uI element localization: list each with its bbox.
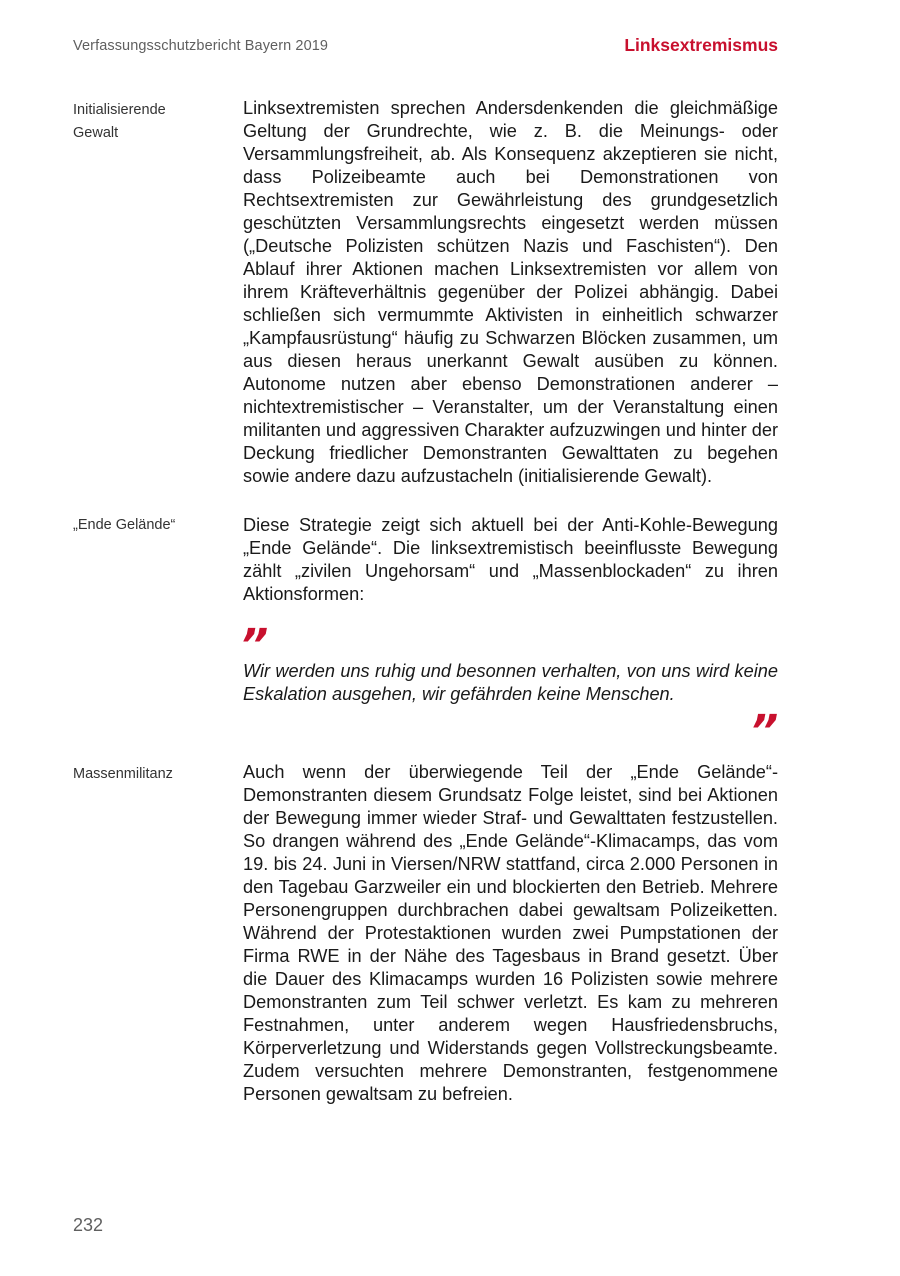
paragraph-massenmilitanz: Auch wenn der überwiegende Teil der „Ende Gelände“-Demonstranten diesem Grundsatz Folge leistet, sind bei Aktionen der Bewegung immer wieder Straf- und Gewalttaten festzustellen. So drangen während des „Ende Gelände“-Klimacamps, das vom 19. bis 24. Juni in Viersen/NRW stattfand, circa 2.000 Personen in den Tagebau Garzweiler ein und blockierten den Betrieb. Mehrere Personengruppen durchbrachen dabei gewaltsam Polizeiketten. Während der Protestaktionen wurden zwei Pumpstationen der Firma RWE in der Nähe des Tagesbaus in Brand gesetzt. Über die Dauer des Klimacamps wurden 16 Polizisten sowie mehrere Demonstranten zum Teil schwer verletzt. Es kam zu mehreren Festnahmen, unter anderem wegen Hausfriedensbruchs, Körperverletzung und Widerstands gegen Vollstreckungsbeamte. Zudem versuchten mehrere Demonstranten, festgenommene Personen gewaltsam zu befreien. bbox=[243, 762, 778, 1104]
margin-note-ende-gelaende: „Ende Gelände“ bbox=[73, 517, 176, 533]
paragraph-initialisierende-gewalt: Linksextremisten sprechen Andersdenkenden die gleichmäßige Geltung der Grundrechte, wie z. B. die Meinungs- oder Versammlungsfreiheit, ab. Als Konsequenz akzeptieren sie nicht, dass Polizeibeamte auch bei Demonstrationen von Rechtsextremisten zur Gewährleistung des grundgesetzlich geschützten Versammlungsrechts eingesetzt werden müssen („Deutsche Polizisten schützen Nazis und Faschisten“). Den Ablauf ihrer Aktionen machen Linksextremisten vor allem von ihrem Kräfteverhältnis gegenüber der Polizei abhängig. Dabei schließen sich vermummte Aktivisten in einheitlich schwarzer „Kampfausrüstung“ häufig zu Schwarzen Blöcken zusammen, um aus diesen heraus unerkannt Gewalt ausüben zu können. Autonome nutzen aber ebenso Demonstrationen anderer – nichtextremistischer – Veranstalter, um der Veranstaltung einen militanten und aggressiven Charakter aufzuzwingen und hinter der Deckung friedlicher Demonstranten Gewalttaten zu begehen sowie andere dazu aufzustacheln (initialisierende Gewalt). bbox=[243, 98, 778, 486]
paragraph-ende-gelaende: Diese Strategie zeigt sich aktuell bei der Anti-Kohle-Bewegung „Ende Gelände“. Die linksextremistisch beeinflusste Bewegung zählt „zivilen Ungehorsam“ und „Massenblockaden“ zu ihren Aktionsformen: bbox=[243, 515, 778, 604]
margin-note-massenmilitanz: Massenmilitanz bbox=[73, 766, 173, 782]
chapter-title: Linksextremismus bbox=[624, 35, 778, 55]
margin-note-initialisierende-gewalt: Initialisierende Gewalt bbox=[73, 102, 166, 141]
quote-close-mark-icon: ” bbox=[750, 706, 775, 757]
quote-text: Wir werden uns ruhig und besonnen verhalten, von uns wird keine Eskalation ausgehen, wir gefährden keine Menschen. bbox=[243, 661, 778, 704]
publication-title: Verfassungsschutzbericht Bayern 2019 bbox=[73, 38, 329, 54]
page-number: 232 bbox=[73, 1215, 104, 1235]
quote-open-mark-icon: ” bbox=[240, 620, 265, 671]
